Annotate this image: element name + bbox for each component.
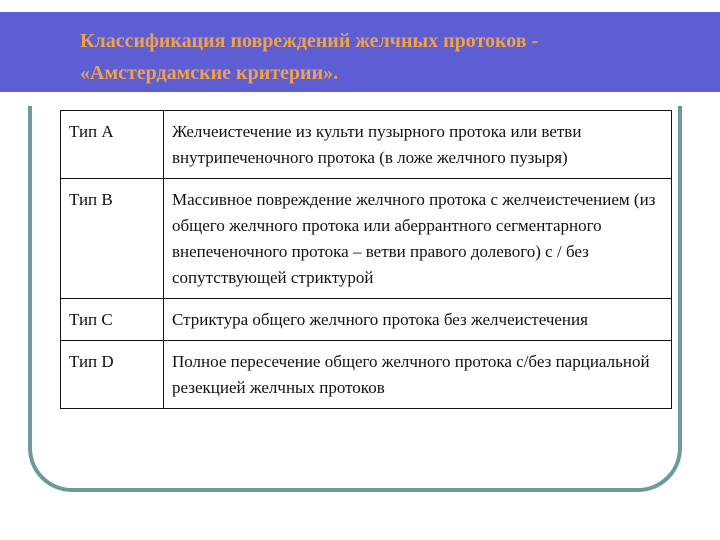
table-row bbox=[61, 111, 672, 179]
type-cell: Тип C bbox=[61, 299, 164, 341]
title-line-2: «Амстердамские критерии». bbox=[80, 62, 339, 84]
table-row bbox=[61, 299, 672, 341]
description-cell: Стриктура общего желчного протока без желчеистечения bbox=[164, 299, 672, 341]
description-cell: Массивное повреждение желчного протока с желчеистечением (из общего желчного протока или аберрантного сегментарного внепеченочного протока – ветви правого долевого) с / без сопутствующей стриктурой bbox=[164, 179, 672, 299]
type-cell: Тип B bbox=[61, 179, 164, 299]
title-line-1: Классификация повреждений желчных протоков - bbox=[80, 30, 539, 52]
description-cell: Желчеистечение из культи пузырного протока или ветви внутрипеченочного протока (в ложе желчного пузыря) bbox=[164, 111, 672, 179]
banner-divider bbox=[36, 94, 636, 97]
table-row bbox=[61, 179, 672, 299]
description-cell: Полное пересечение общего желчного протока с/без парциальной резекцией желчных протоков bbox=[164, 341, 672, 409]
table-row bbox=[61, 341, 672, 409]
type-cell: Тип A bbox=[61, 111, 164, 179]
classification-table bbox=[60, 110, 672, 409]
slide-title bbox=[80, 25, 680, 89]
type-cell: Тип D bbox=[61, 341, 164, 409]
